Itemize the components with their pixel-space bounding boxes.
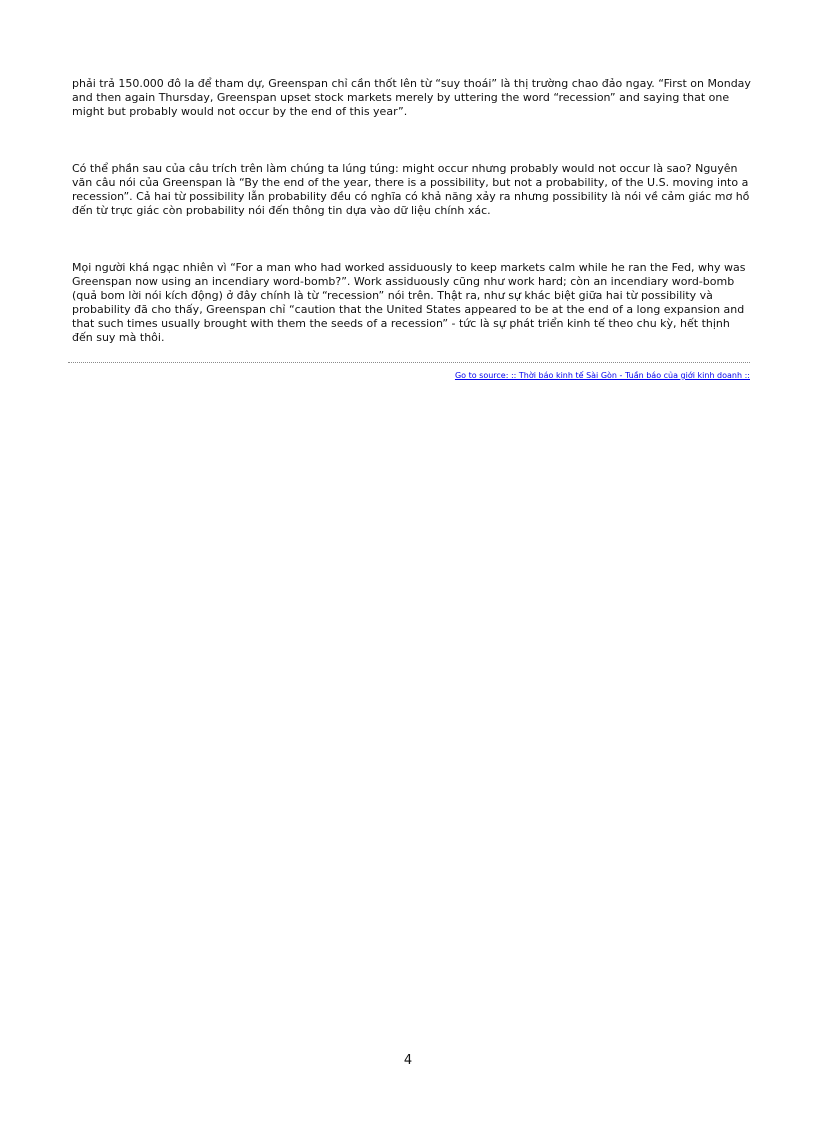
source-link[interactable]: Go to source: :: Thời báo kinh tế Sài Gòn - Tuần báo của giới kinh doanh :: [454,371,750,380]
article-body [72,77,752,345]
dotted-divider [68,362,750,363]
article-paragraph: phải trả 150.000 đô la để tham dự, Greenspan chỉ cần thốt lên từ “suy thoái” là thị trường chao đảo ngay. “First on Monday and then again Thursday, Greenspan upset stock markets merely by uttering the word “recession” and saying that one might but probably would not occur by the end of this year”. [72,77,751,118]
article-paragraph: Có thể phần sau của câu trích trên làm chúng ta lúng túng: might occur nhưng probably would not occur là sao? Nguyên văn câu nói của Greenspan là “By the end of the year, there is a possibility, but not a probability, of the U.S. moving into a recession”. Cả hai từ possibility lẫn probability đều có nghĩa có khả năng xảy ra nhưng possibility là nói về cảm giác mơ hồ đến từ trực giác còn probability nói đến thông tin dựa vào dữ liệu chính xác. [72,162,750,217]
article-paragraph: Mọi người khá ngạc nhiên vì “For a man who had worked assiduously to keep markets calm while he ran the Fed, why was Greenspan now using an incendiary word-bomb?”. Work assiduously cũng như work hard; còn an incendiary word-bomb (quả bom lời nói kích động) ở đây chính là từ “recession” nói trên. Thật ra, như sự khác biệt giữa hai từ possibility và probability đã cho thấy, Greenspan chỉ “caution that the United States appeared to be at the end of a long expansion and that such times usually brought with them the seeds of a recession” - tức là sự phát triển kinh tế theo chu kỳ, hết thịnh đến suy mà thôi. [72,261,746,344]
page-number: 4 [403,1053,413,1068]
